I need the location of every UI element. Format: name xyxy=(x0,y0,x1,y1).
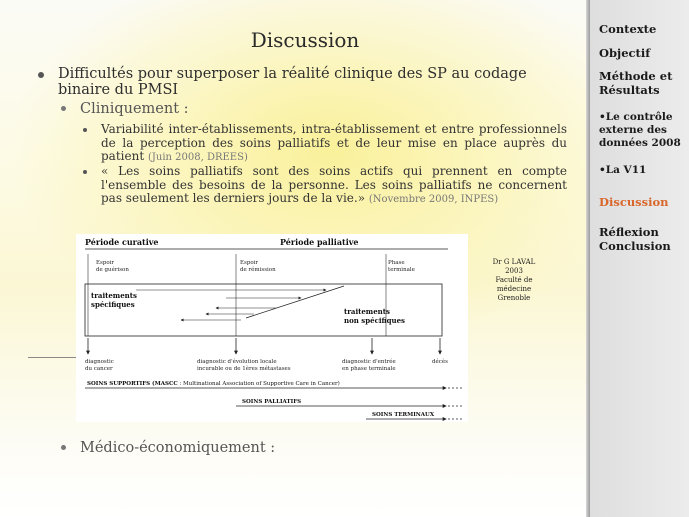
treat-nonspecific-1: traitements xyxy=(344,307,390,316)
event-evolution-2: incurable ou de 1ères métastases xyxy=(197,366,291,372)
nav-reflexion-line1: Réflexion xyxy=(599,225,659,239)
item-variabilite xyxy=(101,123,567,165)
item-variabilite-text: Variabilité inter-établissements, intra-établissement et entre professionnels de la perception des soins palliatifs et de leur mise en place auprès du patient xyxy=(101,122,567,163)
band-supportifs-bold: SOINS SUPPORTIFS (MASCC xyxy=(87,381,178,387)
nav-v11[interactable]: •La V11 xyxy=(599,164,647,176)
bullet-dot xyxy=(83,128,87,132)
bullet-dot xyxy=(38,72,44,78)
bullet-dot xyxy=(61,106,66,111)
nav-controle-line2: externe des xyxy=(599,124,667,136)
header-palliative: Période palliative xyxy=(280,237,359,247)
nav-contexte[interactable]: Contexte xyxy=(599,22,657,36)
header-curative: Période curative xyxy=(85,237,159,247)
treat-specific-2: spécifiques xyxy=(91,300,135,309)
sub-medico-economiquement: Médico-économiquement : xyxy=(80,440,276,456)
item-definition-source: (Novembre 2009, INPES) xyxy=(368,194,499,205)
event-evolution-1: diagnostic d'évolution locale xyxy=(197,359,277,365)
nav-reflexion-line2: Conclusion xyxy=(599,239,671,253)
item-definition-sp xyxy=(101,165,567,207)
event-deces: décès xyxy=(432,359,448,365)
nav-controle-externe[interactable] xyxy=(599,111,681,150)
label-phase-terminale-1: Phase xyxy=(388,260,405,266)
label-espoir-guerison-1: Espoir xyxy=(96,260,115,266)
event-phase-terminale-2: en phase terminale xyxy=(342,366,396,372)
band-supportifs xyxy=(87,380,340,387)
bullet-dot xyxy=(83,170,87,174)
nav-discussion[interactable]: Discussion xyxy=(599,195,669,209)
event-phase-terminale-1: diagnostic d'entrée xyxy=(342,359,396,365)
nav-methode-resultats[interactable] xyxy=(599,69,672,97)
event-diag-cancer-1: diagnostic xyxy=(85,359,114,365)
nav-controle-line1: •Le contrôle xyxy=(599,111,673,123)
nav-reflexion-conclusion[interactable] xyxy=(599,225,671,253)
band-supportifs-rest: : Multinational Association of Supportive Care in Cancer) xyxy=(177,381,340,387)
divider-line xyxy=(28,357,76,358)
sub-cliniquement: Cliniquement : xyxy=(80,101,189,117)
nav-objectif[interactable]: Objectif xyxy=(599,46,651,60)
credit-city: Grenoble xyxy=(497,294,531,302)
bullet-dot xyxy=(61,445,66,450)
credit-year: 2003 xyxy=(505,267,523,275)
palliative-care-diagram xyxy=(76,234,468,422)
nav-controle-line3: données 2008 xyxy=(599,137,681,149)
item-variabilite-source: (Juin 2008, DREES) xyxy=(147,152,248,163)
slide-title: Discussion xyxy=(250,28,360,52)
treat-nonspecific-2: non spécifiques xyxy=(344,316,405,325)
credit-faculty: Faculté de médecine xyxy=(495,276,533,293)
treat-specific-1: traitements xyxy=(91,291,137,300)
band-palliatifs: SOINS PALLIATIFS xyxy=(242,399,302,405)
nav-methode-line1: Méthode et xyxy=(599,69,673,83)
figure-credit xyxy=(480,258,548,303)
navigation-sidebar xyxy=(590,0,689,517)
label-espoir-remission-1: Espoir xyxy=(240,260,259,266)
item-definition-text: « Les soins palliatifs sont des soins actifs qui prennent en compte l'ensemble des besoins de la personne. Les soins palliatifs ne concernent pas seulement les derniers jours de la vie.» xyxy=(101,164,567,205)
label-phase-terminale-2: terminale xyxy=(388,267,415,273)
nav-methode-line2: Résultats xyxy=(599,83,660,97)
credit-author: Dr G LAVAL xyxy=(492,258,536,266)
label-espoir-remission-2: de rémission xyxy=(240,267,276,273)
event-diag-cancer-2: du cancer xyxy=(85,366,113,372)
label-espoir-guerison-2: de guérison xyxy=(96,267,129,273)
band-terminaux: SOINS TERMINAUX xyxy=(372,412,435,418)
bullet-difficultes: Difficultés pour superposer la réalité clinique des SP au codage binaire du PMSI xyxy=(58,66,527,98)
